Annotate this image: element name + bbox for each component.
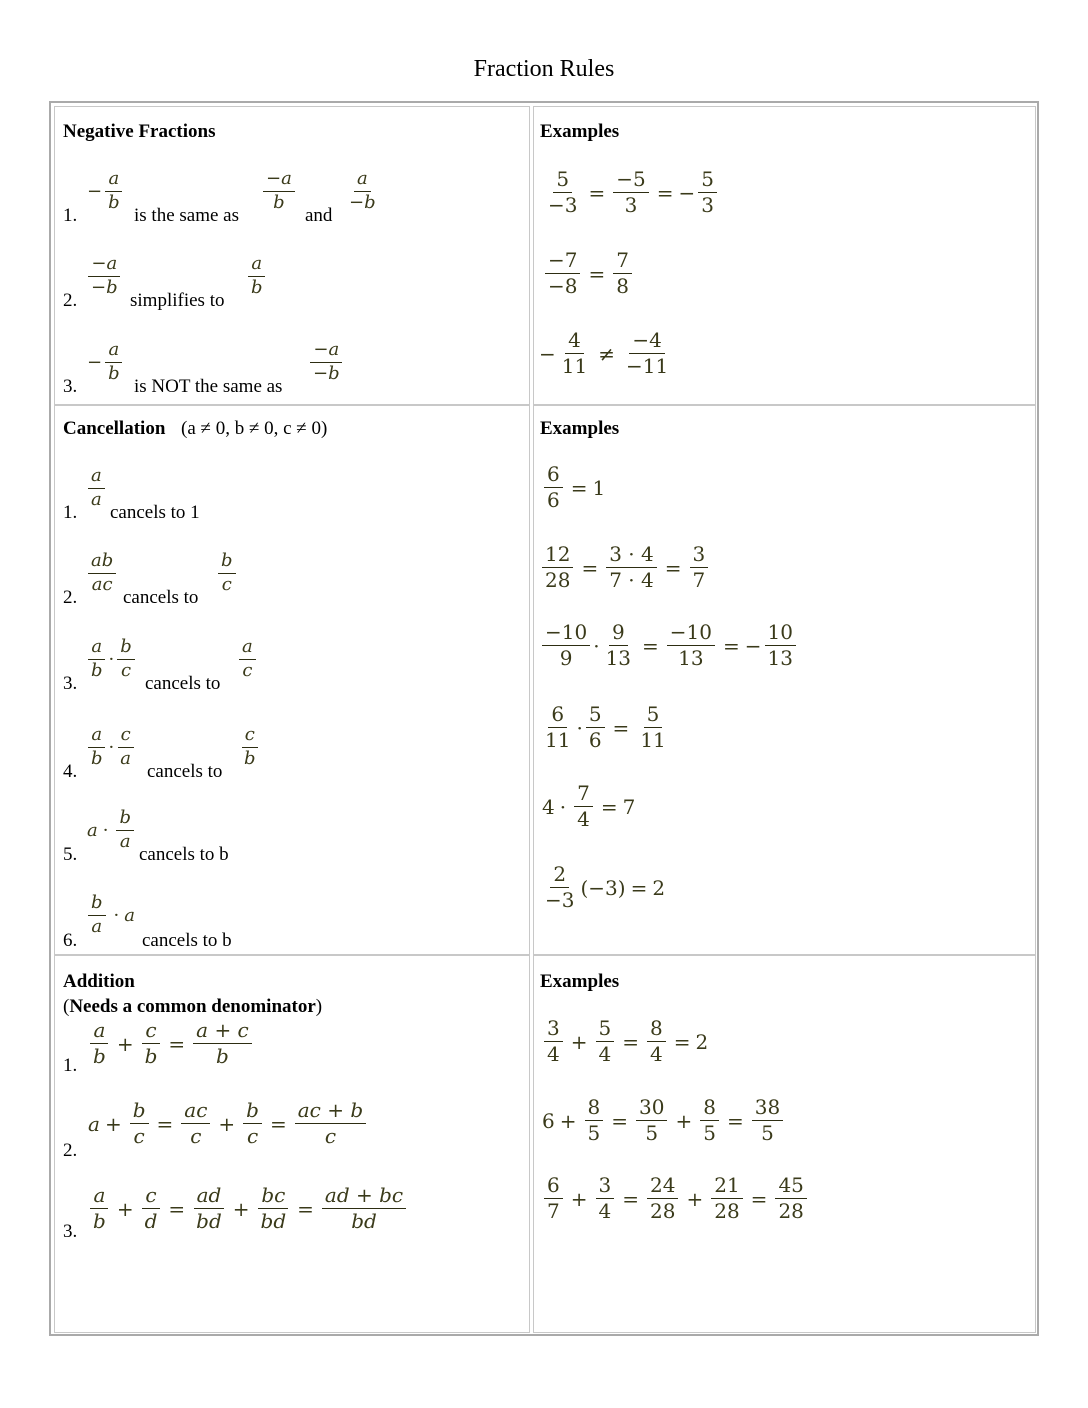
rule-text: cancels to b [142,930,232,951]
formula-c-over-b: c b [238,726,262,769]
formula-neg-a-over-b: − $\frac{a}{b}$ [87,341,126,384]
section-header-examples: Examples [540,418,620,439]
rule-number: 5. [63,844,78,865]
formula-a-over-a: a a [85,467,108,510]
addition-cell [54,955,530,1333]
addition-examples-cell [533,955,1036,1333]
rule-text: cancels to [123,587,199,608]
rule-text: cancels to [145,673,221,694]
formula-neg-a-over-b: − $\frac{a}{b}$ [87,170,126,213]
section-header-examples: Examples [540,971,620,992]
example-equation: 6 + $\frac{8}{5}$ = $\frac{30}{5}$ + $\frac{8}{5}$ = $\frac{38}{5}$ [542,1097,786,1144]
example-equation: $\frac{-7}{-8}$ = $\frac{7}{8}$ [542,250,635,297]
negative-examples-cell [533,106,1036,405]
formula-minus-a-over-minus-b: −a −b [85,255,124,298]
example-equation: 3 4 + $\frac{5}{4}$ = $\frac{8}{4}$ = 2 [541,1018,708,1065]
rule-number: 3. [63,1221,78,1242]
rule-number: 6. [63,930,78,951]
rule-text: cancels to [147,761,223,782]
rule-number: 3. [63,673,78,694]
formula-b-over-c: b c [215,552,239,595]
formula-addition-unlike: a b + $\frac{c}{d}$ = $\frac{ad}{bd}$ + $\frac{bc}{bd}$ = $\frac{ad + bc}{bd}$ [87,1185,409,1232]
rule-number: 1. [63,502,78,523]
rule-text: is the same as [134,205,240,226]
section-header-negative: Negative Fractions [63,121,216,142]
example-equation: 6 7 + $\frac{3}{4}$ = $\frac{24}{28}$ + $\frac{21}{28}$ = $\frac{45}{28}$ [541,1175,810,1222]
example-equation: $\frac{5}{-3}$ = $\frac{-5}{3}$ = − $\frac{5}{3}$ [542,169,720,216]
rule-number: 3. [63,376,78,397]
formula-minus-a-over-minus-b: −a −b [307,341,346,384]
example-equation: $\frac{6}{6}$ = 1 [541,464,605,511]
cancellation-examples-cell [533,405,1036,955]
section-header-addition: Addition [63,971,135,992]
example-equation: $\frac{12}{28}$ = $\frac{3 \cdot 4}{7 \cdot 4}$ = $\frac{3}{7}$ [539,544,711,591]
example-equation: 2 −3 (−3) = 2 [545,862,666,912]
negative-fractions-cell [54,106,530,405]
rule-number: 1. [63,205,78,226]
formula-a-times-b-over-a: a · b a [87,809,137,852]
rules-table [49,101,1039,1336]
rule-text: and [305,205,333,226]
formula-minus-a-over-b: −a b [260,170,298,213]
formula-a-over-c: a c [236,638,259,681]
page-title: Fraction Rules [473,56,615,82]
formula-addition-common: a b + $\frac{c}{b}$ = $\frac{a + c}{b}$ [87,1020,255,1067]
section-conditions: (a ≠ 0, b ≠ 0, c ≠ 0) [181,418,328,439]
formula-ab-over-ac: ab ac [85,552,119,595]
formula-b-over-a-times-a: b a · a [85,894,135,937]
rule-text: cancels to b [139,844,229,865]
section-subheader: (Needs a common denominator) [63,996,323,1017]
formula-a-over-minus-b: a −b [349,168,376,213]
formula-a-over-b: a b [245,255,269,298]
rule-text: is NOT the same as [134,376,283,397]
example-equation: 6 11 · $\frac{5}{6}$ = $\frac{5}{11}$ [545,702,666,752]
formula-a-over-b-times-b-over-c: a b · b c [85,638,138,681]
rule-number: 2. [63,1140,78,1161]
section-header-examples: Examples [540,121,620,142]
cancellation-cell [54,405,530,955]
rule-number: 1. [63,1055,78,1076]
rule-number: 2. [63,587,78,608]
rule-number: 4. [63,761,78,782]
formula-a-over-b-times-c-over-a: a b · c a [85,726,137,769]
example-equation: 4 · $\frac{7}{4}$ = 7 [542,781,636,831]
example-equation: − $\frac{4}{11}$ ≠ −4 −11 [539,328,669,378]
section-header-cancellation: Cancellation [63,418,166,439]
rule-text: simplifies to [130,290,225,311]
example-equation: −10 9 · $\frac{9}{13}$ = $\frac{-10}{13}$ = − $\frac{10}{13}$ [539,622,799,669]
rule-number: 2. [63,290,78,311]
formula-addition-whole: a + $\frac{b}{c}$ = $\frac{ac}{c}$ + $\frac{b}{c}$ = $\frac{ac + b}{c}$ [88,1100,369,1147]
rule-text: cancels to 1 [110,502,200,523]
